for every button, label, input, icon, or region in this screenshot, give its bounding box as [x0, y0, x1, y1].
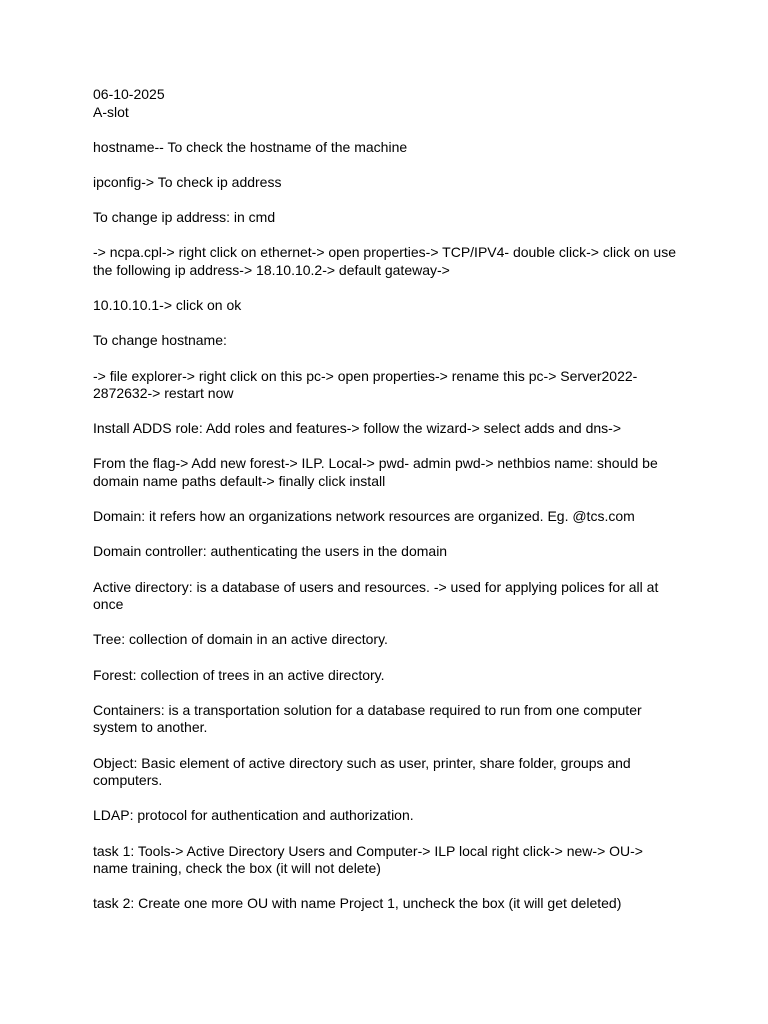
paragraph-ncpa-steps: -> ncpa.cpl-> right click on ethernet-> open properties-> TCP/IPV4- double click-> click on use the following ip address-> 18.10.10.2-> default gateway-> — [93, 244, 676, 278]
paragraph-tree: Tree: collection of domain in an active directory. — [93, 631, 388, 648]
paragraph-forest-steps: From the flag-> Add new forest-> ILP. Local-> pwd- admin pwd-> nethbios name: should be domain name paths default-> finally click install — [93, 455, 658, 490]
paragraph-domain: Domain: it refers how an organizations network resources are organized. Eg. @tcs.com — [93, 508, 635, 525]
paragraph-change-hostname: To change hostname: — [93, 332, 227, 349]
slot-line: A-slot — [93, 103, 129, 120]
paragraph-change-ip: To change ip address: in cmd — [93, 209, 276, 226]
paragraph-task-2: task 2: Create one more OU with name Project 1, uncheck the box (it will get deleted) — [93, 895, 622, 912]
paragraph-gateway: 10.10.10.1-> click on ok — [93, 297, 242, 314]
paragraph-ldap: LDAP: protocol for authentication and authorization. — [93, 807, 414, 824]
paragraph-ipconfig: ipconfig-> To check ip address — [93, 173, 282, 190]
paragraph-task-1: task 1: Tools-> Active Directory Users and Computer-> ILP local right click-> new-> OU-> name training, check the box (it will not delete) — [93, 842, 643, 877]
paragraph-object: Object: Basic element of active directory such as user, printer, share folder, groups and computers. — [93, 754, 631, 789]
paragraph-install-adds: Install ADDS role: Add roles and features-> follow the wizard-> select adds and dns-> — [93, 420, 622, 437]
paragraph-hostname: hostname-- To check the hostname of the machine — [93, 138, 408, 155]
paragraph-active-directory: Active directory: is a database of users and resources. -> used for applying polices for all at once — [93, 578, 659, 613]
paragraph-containers: Containers: is a transportation solution for a database required to run from one computer system to another. — [93, 701, 642, 736]
document-body — [93, 86, 678, 931]
paragraph-domain-controller: Domain controller: authenticating the users in the domain — [93, 543, 448, 560]
date-line: 06-10-2025 — [93, 86, 165, 102]
paragraph-forest: Forest: collection of trees in an active directory. — [93, 666, 385, 683]
paragraph-rename-steps: -> file explorer-> right click on this pc-> open properties-> rename this pc-> Server2022-2872632-> restart now — [93, 367, 638, 402]
